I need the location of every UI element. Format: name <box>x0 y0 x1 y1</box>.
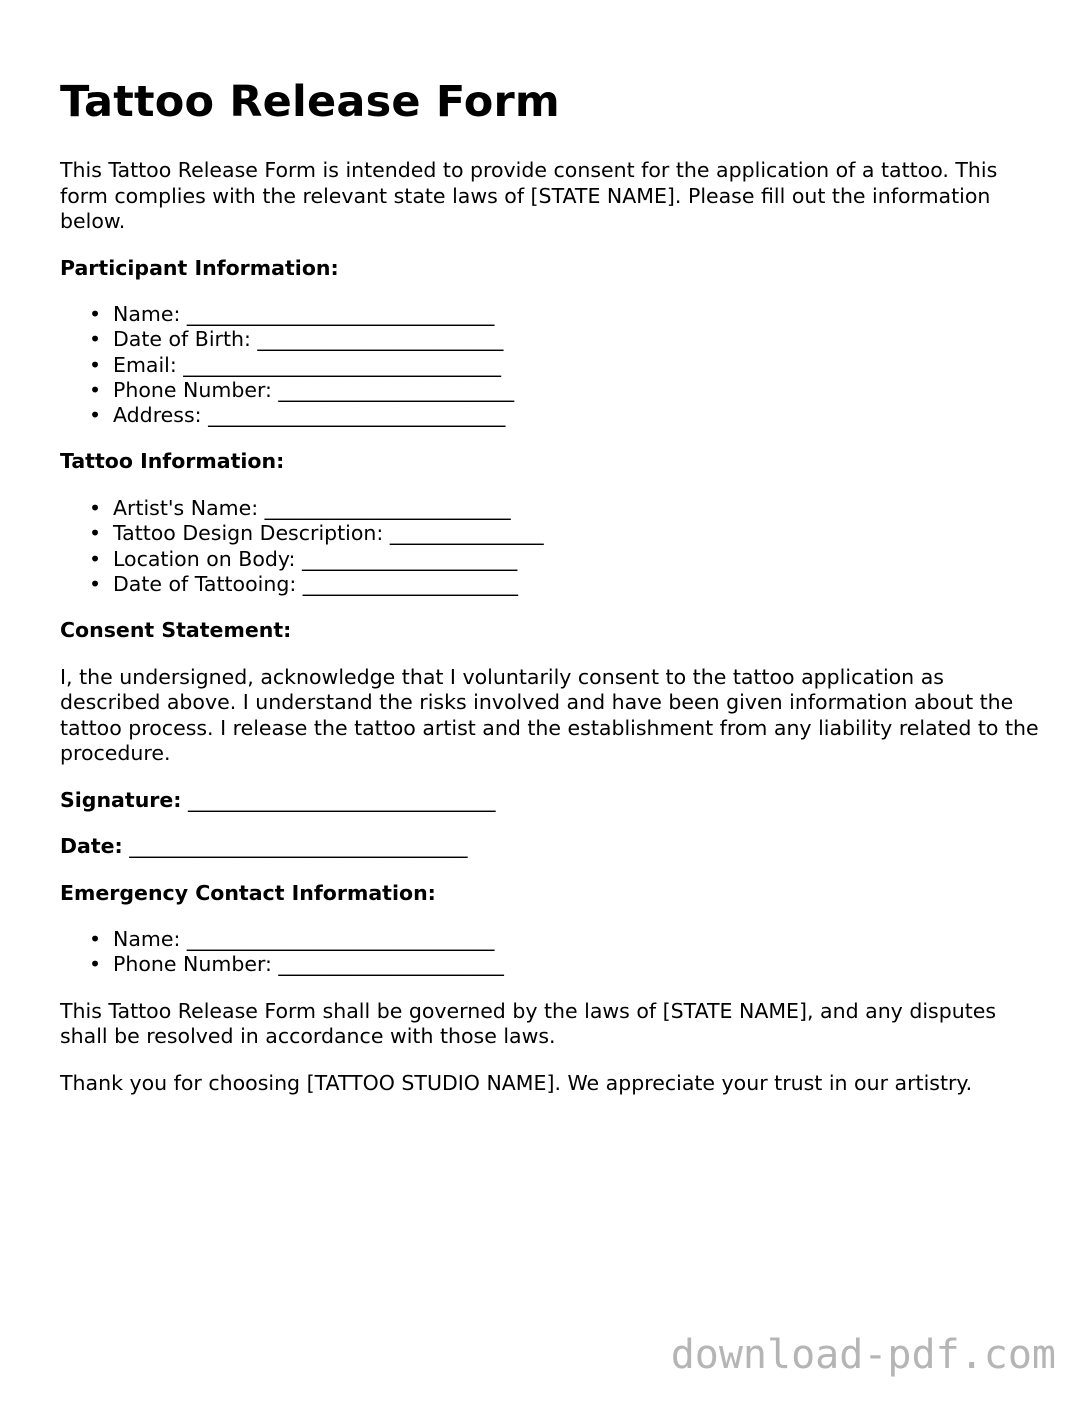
tattoo-date-field: • Date of Tattooing: _____________________ <box>89 571 519 596</box>
tattoo-design-field: • Tattoo Design Description: _______________ <box>89 521 544 546</box>
signature-label: Signature: <box>60 787 182 812</box>
participant-email-field: • Email: _______________________________ <box>89 352 502 377</box>
signature-line: ______________________________ <box>188 787 496 812</box>
tattoo-heading: Tattoo Information: <box>60 449 285 474</box>
emergency-list <box>60 927 1040 978</box>
participant-address-field: • Address: _____________________________ <box>89 403 506 428</box>
participant-list <box>60 302 1040 428</box>
bullet-icon: • <box>89 495 102 520</box>
participant-heading: Participant Information: <box>60 255 339 280</box>
watermark-text: download-pdf.com <box>670 1332 1056 1378</box>
emergency-name-field: • Name: ______________________________ <box>89 927 495 952</box>
participant-dob-field: • Date of Birth: ________________________ <box>89 327 504 352</box>
signature-field <box>60 788 1040 814</box>
intro-paragraph: This Tattoo Release Form is intended to provide consent for the application of a tattoo. This form complies with the relevant state laws of [STATE NAME]. Please fill out the information below. <box>60 158 998 233</box>
emergency-heading: Emergency Contact Information: <box>60 880 436 905</box>
document-page <box>60 0 1040 1096</box>
date-line: _________________________________ <box>129 834 468 859</box>
bullet-icon: • <box>89 327 102 352</box>
date-field <box>60 834 1040 860</box>
page-title: Tattoo Release Form <box>60 77 560 127</box>
bullet-icon: • <box>89 352 102 377</box>
bullet-icon: • <box>89 952 102 977</box>
bullet-icon: • <box>89 377 102 402</box>
tattoo-list <box>60 496 1040 597</box>
date-label: Date: <box>60 834 123 859</box>
bullet-icon: • <box>89 521 102 546</box>
tattoo-artist-field: • Artist's Name: ________________________ <box>89 495 511 520</box>
participant-phone-field: • Phone Number: _______________________ <box>89 377 515 402</box>
bullet-icon: • <box>89 927 102 952</box>
bullet-icon: • <box>89 302 102 326</box>
participant-name-field: • Name: ______________________________ <box>89 302 495 326</box>
thank-you-paragraph: Thank you for choosing [TATTOO STUDIO NAME]. We appreciate your trust in our artistry. <box>60 1070 973 1095</box>
consent-heading: Consent Statement: <box>60 618 292 643</box>
tattoo-location-field: • Location on Body: _____________________ <box>89 546 518 571</box>
bullet-icon: • <box>89 571 102 596</box>
emergency-phone-field: • Phone Number: ______________________ <box>89 952 504 977</box>
bullet-icon: • <box>89 546 102 571</box>
bullet-icon: • <box>89 403 102 428</box>
governing-law-paragraph: This Tattoo Release Form shall be governed by the laws of [STATE NAME], and any disputes shall be resolved in accordance with those laws. <box>60 998 997 1049</box>
consent-paragraph: I, the undersigned, acknowledge that I voluntarily consent to the tattoo application as described above. I understand the risks involved and have been given information about the tattoo process. I release the tattoo artist and the establishment from any liability related to the procedure. <box>60 664 1039 766</box>
